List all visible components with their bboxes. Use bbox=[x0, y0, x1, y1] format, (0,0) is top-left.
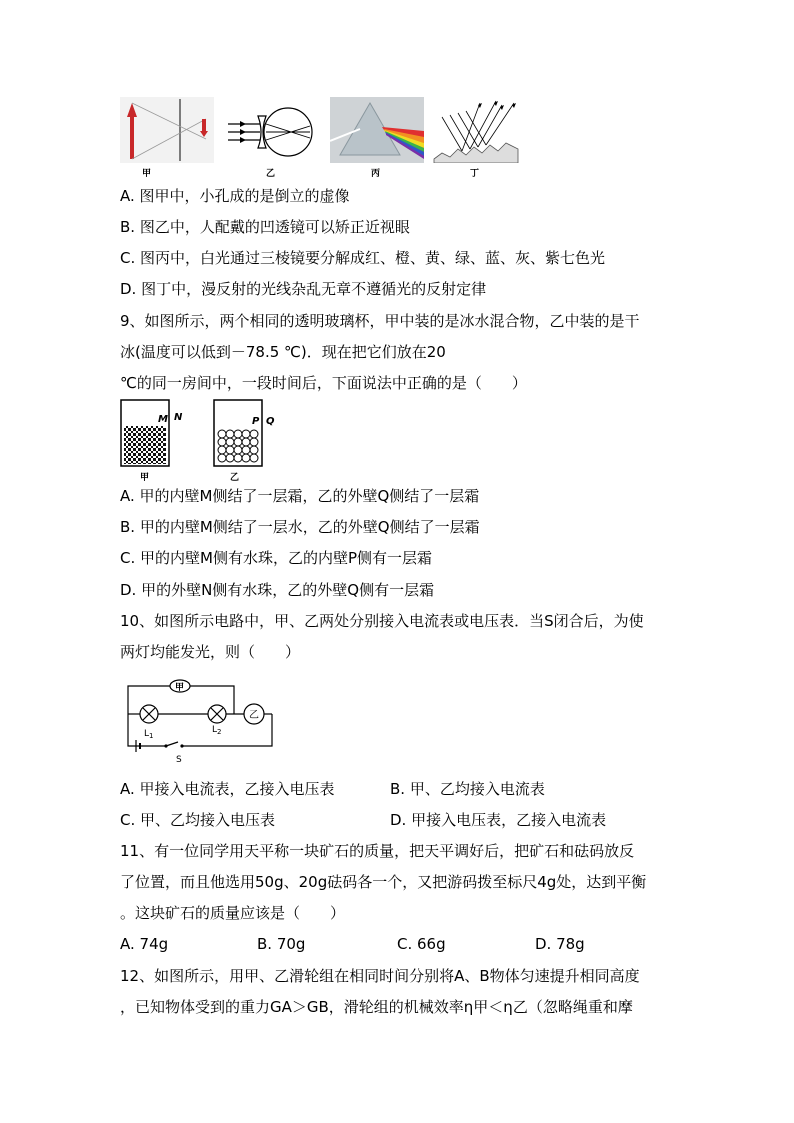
q10-stem-line-1: 10、如图所示电路中，甲、乙两处分别接入电流表或电压表．当S闭合后，为使 bbox=[120, 612, 644, 630]
switch-label-s: S bbox=[176, 755, 182, 765]
q8-option-b: B. 图乙中，人配戴的凹透镜可以矫正近视眼 bbox=[120, 218, 410, 236]
label-jia-cup: 甲 bbox=[140, 473, 150, 482]
figure-label-jia: 甲 bbox=[142, 169, 152, 179]
glass-cups-figure bbox=[118, 398, 288, 482]
concave-lens-eye-figure bbox=[226, 104, 316, 160]
q11-option-a: A. 74g bbox=[120, 935, 169, 953]
q9-stem-line-2: 冰(温度可以低到－78.5 ℃)．现在把它们放在20 bbox=[120, 343, 446, 361]
label-n: N bbox=[174, 412, 183, 423]
q9-option-a: A. 甲的内壁M侧结了一层霜，乙的外壁Q侧结了一层霜 bbox=[120, 487, 480, 505]
q10-option-d: D. 甲接入电压表，乙接入电流表 bbox=[390, 811, 607, 829]
q11-option-d: D. 78g bbox=[535, 935, 585, 953]
q8-option-d: D. 图丁中，漫反射的光线杂乱无章不遵循光的反射定律 bbox=[120, 280, 487, 298]
label-yi-cup: 乙 bbox=[230, 473, 240, 482]
figure-label-yi: 乙 bbox=[266, 169, 276, 179]
q9-stem-line-1: 9、如图所示，两个相同的透明玻璃杯，甲中装的是冰水混合物，乙中装的是干 bbox=[120, 312, 640, 330]
q11-option-b: B. 70g bbox=[257, 935, 306, 953]
ammeter-label-jia: 甲 bbox=[175, 683, 185, 693]
meter-label-yi: 乙 bbox=[249, 710, 259, 721]
lamp-label-l2: $L_2$ bbox=[212, 725, 222, 736]
label-m: M bbox=[158, 414, 168, 425]
q12-stem-line-2: ，已知物体受到的重力GA＞GB，滑轮组的机械效率η甲＜η乙（忽略绳重和摩 bbox=[120, 998, 633, 1016]
q9-stem-line-3: ℃的同一房间中，一段时间后，下面说法中正确的是（ ） bbox=[120, 374, 527, 392]
label-p: P bbox=[252, 416, 260, 427]
figure-label-bing: 丙 bbox=[371, 169, 381, 179]
q8-option-a: A. 图甲中，小孔成的是倒立的虚像 bbox=[120, 187, 350, 205]
q10-option-c: C. 甲、乙均接入电压表 bbox=[120, 811, 276, 829]
pinhole-figure bbox=[120, 97, 214, 163]
q10-stem-line-2: 两灯均能发光，则（ ） bbox=[120, 643, 301, 661]
circuit-figure bbox=[122, 676, 276, 768]
q10-option-b: B. 甲、乙均接入电流表 bbox=[390, 780, 545, 798]
diffuse-reflection-figure bbox=[432, 97, 520, 163]
q12-stem-line-1: 12、如图所示，用甲、乙滑轮组在相同时间分别将A、B物体匀速提升相同高度 bbox=[120, 967, 640, 985]
q9-option-c: C. 甲的内壁M侧有水珠，乙的内壁P侧有一层霜 bbox=[120, 549, 432, 567]
q9-option-d: D. 甲的外壁N侧有水珠，乙的外壁Q侧有一层霜 bbox=[120, 581, 435, 599]
figure-label-ding: 丁 bbox=[470, 169, 480, 179]
q10-option-a: A. 甲接入电流表，乙接入电压表 bbox=[120, 780, 335, 798]
q11-stem-line-1: 11、有一位同学用天平称一块矿石的质量，把天平调好后，把矿石和砝码放反 bbox=[120, 842, 635, 860]
lamp-label-l1: $L_1$ bbox=[144, 729, 154, 740]
q8-option-c: C. 图丙中，白光通过三棱镜要分解成红、橙、黄、绿、蓝、灰、紫七色光 bbox=[120, 249, 606, 267]
q9-option-b: B. 甲的内壁M侧结了一层水，乙的外壁Q侧结了一层霜 bbox=[120, 518, 480, 536]
label-q: Q bbox=[266, 416, 275, 427]
q11-option-c: C. 66g bbox=[397, 935, 446, 953]
prism-figure bbox=[330, 97, 424, 163]
q11-stem-line-2: 了位置，而且他选用50g、20g砝码各一个，又把游码拨至标尺4g处，达到平衡 bbox=[120, 873, 647, 891]
q11-stem-line-3: 。这块矿石的质量应该是（ ） bbox=[120, 904, 346, 922]
